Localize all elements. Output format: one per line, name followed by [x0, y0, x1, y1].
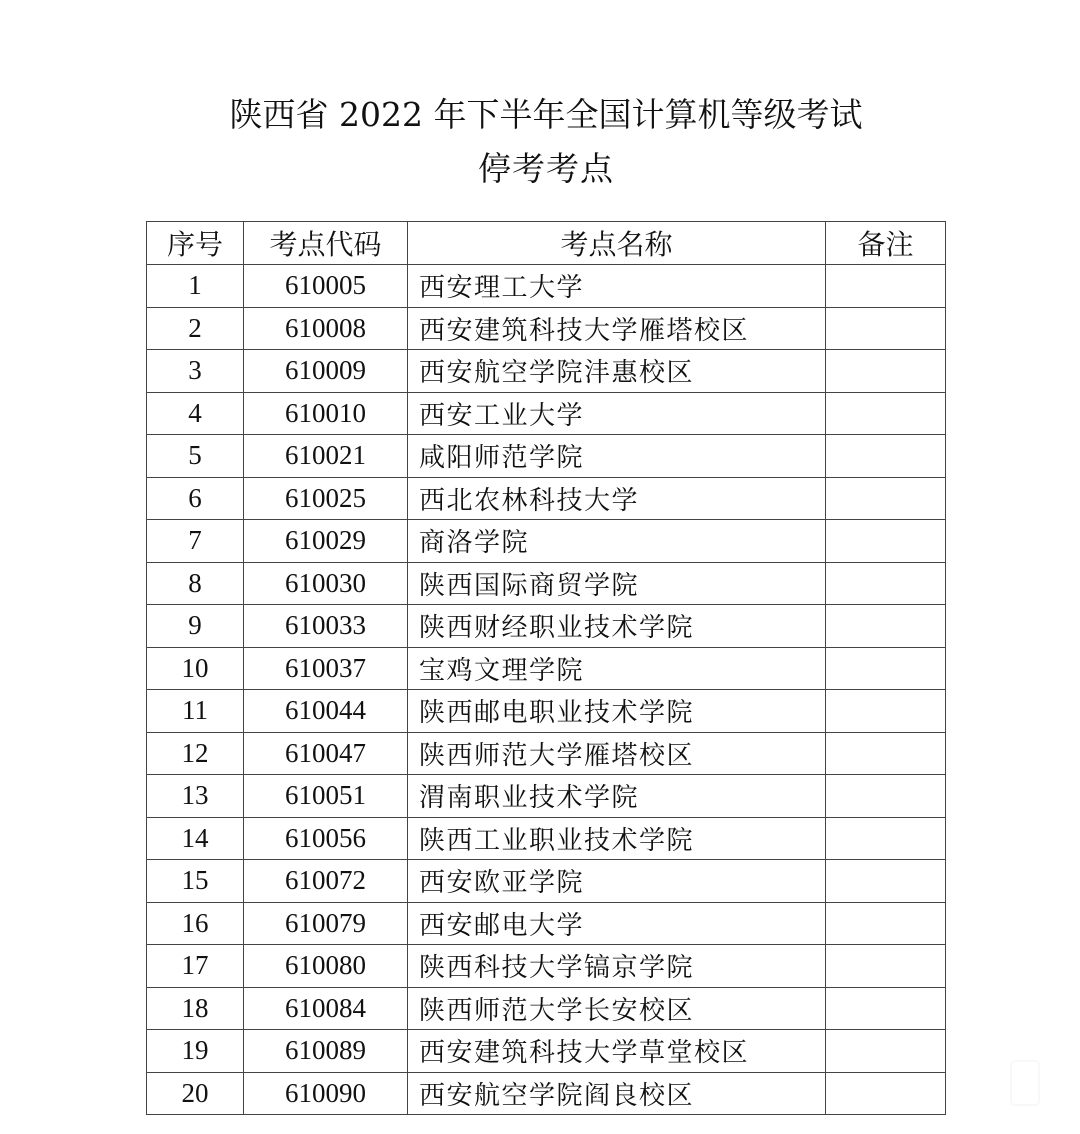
row-index: 20: [147, 1072, 244, 1115]
table-row: [147, 945, 946, 988]
row-index: 4: [147, 392, 244, 435]
row-site-code: 610025: [244, 477, 408, 520]
row-note: [826, 307, 946, 350]
table-row: [147, 562, 946, 605]
row-site-name: 西安理工大学: [408, 265, 826, 308]
table-row: [147, 520, 946, 563]
row-note: [826, 477, 946, 520]
row-index: 8: [147, 562, 244, 605]
row-site-name: 西安工业大学: [408, 392, 826, 435]
row-note: [826, 562, 946, 605]
header-site-name: 考点名称: [408, 222, 826, 265]
row-site-name: 西安欧亚学院: [408, 860, 826, 903]
row-note: [826, 1072, 946, 1115]
row-site-name: 陕西师范大学雁塔校区: [408, 732, 826, 775]
table-row: [147, 350, 946, 393]
row-site-code: 610005: [244, 265, 408, 308]
row-site-code: 610056: [244, 817, 408, 860]
row-site-name: 陕西财经职业技术学院: [408, 605, 826, 648]
row-site-code: 610029: [244, 520, 408, 563]
row-note: [826, 392, 946, 435]
row-site-code: 610030: [244, 562, 408, 605]
row-note: [826, 350, 946, 393]
table-row: [147, 1072, 946, 1115]
row-site-code: 610037: [244, 647, 408, 690]
row-site-name: 西安建筑科技大学草堂校区: [408, 1030, 826, 1073]
row-index: 6: [147, 477, 244, 520]
table-row: [147, 647, 946, 690]
row-site-name: 陕西科技大学镐京学院: [408, 945, 826, 988]
row-index: 13: [147, 775, 244, 818]
row-note: [826, 987, 946, 1030]
row-note: [826, 520, 946, 563]
row-index: 15: [147, 860, 244, 903]
row-site-code: 610084: [244, 987, 408, 1030]
row-note: [826, 817, 946, 860]
row-index: 9: [147, 605, 244, 648]
row-note: [826, 605, 946, 648]
row-index: 19: [147, 1030, 244, 1073]
row-site-name: 宝鸡文理学院: [408, 647, 826, 690]
table-row: [147, 265, 946, 308]
row-site-code: 610072: [244, 860, 408, 903]
row-index: 5: [147, 435, 244, 478]
row-site-code: 610079: [244, 902, 408, 945]
table-row: [147, 1030, 946, 1073]
row-site-name: 商洛学院: [408, 520, 826, 563]
row-note: [826, 690, 946, 733]
header-index: 序号: [147, 222, 244, 265]
row-site-name: 西安邮电大学: [408, 902, 826, 945]
row-site-code: 610051: [244, 775, 408, 818]
row-index: 2: [147, 307, 244, 350]
row-site-code: 610010: [244, 392, 408, 435]
row-site-code: 610008: [244, 307, 408, 350]
row-note: [826, 647, 946, 690]
row-site-name: 陕西国际商贸学院: [408, 562, 826, 605]
document-subtitle: 停考考点: [478, 149, 614, 188]
table-row: [147, 435, 946, 478]
table-header-row: [147, 222, 946, 265]
row-index: 17: [147, 945, 244, 988]
row-note: [826, 860, 946, 903]
row-site-code: 610044: [244, 690, 408, 733]
row-site-name: 陕西邮电职业技术学院: [408, 690, 826, 733]
table-row: [147, 817, 946, 860]
row-site-name: 渭南职业技术学院: [408, 775, 826, 818]
row-site-name: 陕西工业职业技术学院: [408, 817, 826, 860]
row-site-code: 610021: [244, 435, 408, 478]
row-site-name: 西北农林科技大学: [408, 477, 826, 520]
row-site-code: 610080: [244, 945, 408, 988]
row-site-name: 西安航空学院沣惠校区: [408, 350, 826, 393]
row-note: [826, 902, 946, 945]
row-index: 12: [147, 732, 244, 775]
row-site-name: 咸阳师范学院: [408, 435, 826, 478]
row-index: 16: [147, 902, 244, 945]
document-title: 陕西省 2022 年下半年全国计算机等级考试: [229, 95, 863, 134]
row-note: [826, 732, 946, 775]
suspended-exam-sites-table: [146, 221, 946, 1115]
row-site-code: 610090: [244, 1072, 408, 1115]
table-row: [147, 732, 946, 775]
row-index: 11: [147, 690, 244, 733]
row-site-code: 610033: [244, 605, 408, 648]
row-site-name: 陕西师范大学长安校区: [408, 987, 826, 1030]
row-site-name: 西安航空学院阎良校区: [408, 1072, 826, 1115]
row-index: 3: [147, 350, 244, 393]
row-index: 1: [147, 265, 244, 308]
row-note: [826, 945, 946, 988]
table-row: [147, 307, 946, 350]
table-row: [147, 477, 946, 520]
row-site-code: 610089: [244, 1030, 408, 1073]
row-index: 10: [147, 647, 244, 690]
row-note: [826, 265, 946, 308]
row-index: 14: [147, 817, 244, 860]
phone-watermark-icon: [1010, 1060, 1040, 1106]
row-site-code: 610009: [244, 350, 408, 393]
table-row: [147, 392, 946, 435]
table-row: [147, 902, 946, 945]
row-note: [826, 435, 946, 478]
row-site-name: 西安建筑科技大学雁塔校区: [408, 307, 826, 350]
row-note: [826, 1030, 946, 1073]
row-index: 7: [147, 520, 244, 563]
header-note: 备注: [826, 222, 946, 265]
document-title-block: [0, 88, 1080, 196]
table-row: [147, 987, 946, 1030]
row-index: 18: [147, 987, 244, 1030]
row-note: [826, 775, 946, 818]
table-row: [147, 775, 946, 818]
header-site-code: 考点代码: [244, 222, 408, 265]
table-row: [147, 690, 946, 733]
table-row: [147, 860, 946, 903]
table-row: [147, 605, 946, 648]
row-site-code: 610047: [244, 732, 408, 775]
